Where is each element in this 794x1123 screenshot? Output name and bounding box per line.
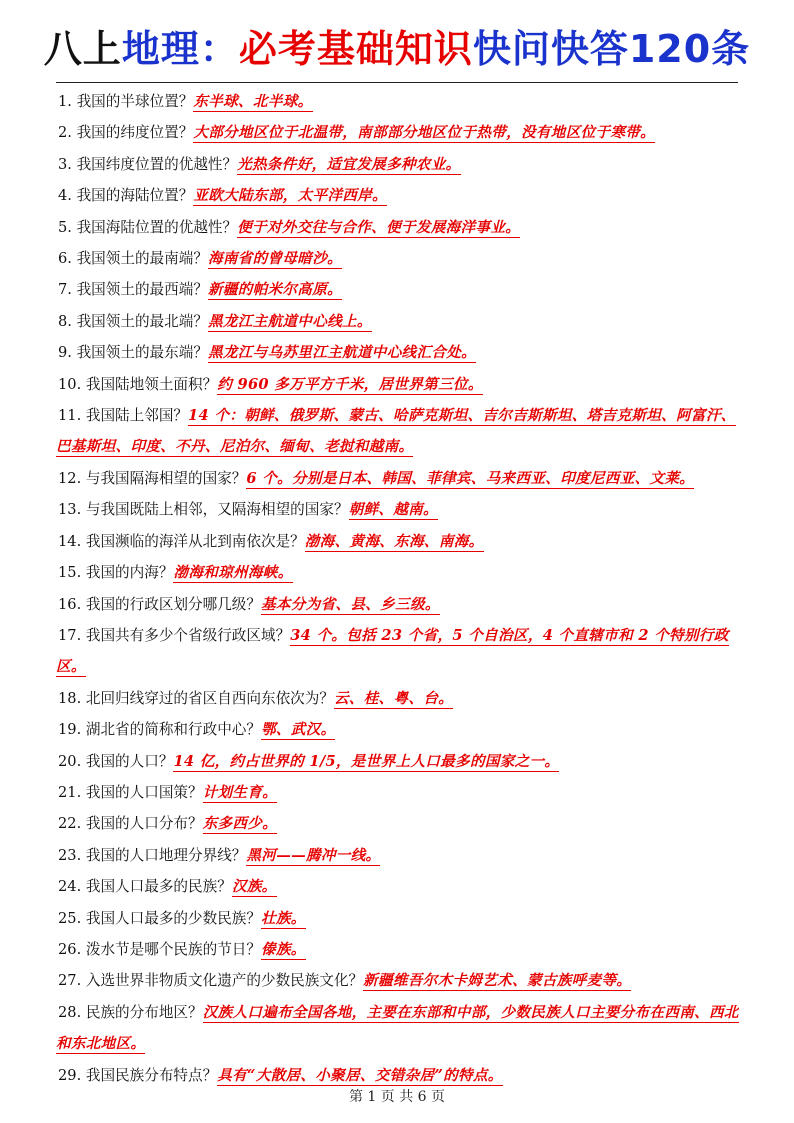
qa-question: 我国的纬度位置？ [76,124,194,142]
qa-number: 25. [58,909,82,927]
qa-number: 3. [58,155,72,173]
qa-number: 12. [58,469,82,487]
qa-number: 18. [58,689,82,707]
page-title [0,24,794,74]
qa-number: 6. [58,250,72,268]
qa-question: 我国的半球位置？ [76,93,194,110]
qa-answer: 新疆的帕米尔高原。 [207,281,342,299]
qa-answer: 渤海、黄海、东海、南海。 [304,532,484,550]
qa-item [56,526,739,557]
qa-question: 我国的内海？ [85,564,174,582]
qa-number: 2. [58,124,72,142]
qa-item [56,212,739,243]
title-part-grade: 八上 [43,27,122,71]
qa-answer: 渤海和琼州海峡。 [173,564,293,582]
qa-answer: 14 亿，约占世界的 1/5，是世界上人口最多的国家之一。 [173,752,560,770]
qa-item [56,777,739,808]
qa-item [56,306,739,337]
qa-answer: 汉族。 [231,878,277,896]
qa-question: 我国纬度位置的优越性？ [76,155,238,173]
qa-number: 24. [58,878,82,896]
qa-number: 13. [58,501,82,519]
qa-answer: 便于对外交往与合作、便于发展海洋事业。 [237,218,521,236]
qa-list [56,86,739,1091]
qa-answer: 云、桂、粤、台。 [333,689,454,707]
qa-item [56,903,739,934]
qa-question: 我国的海陆位置？ [76,187,194,205]
qa-answer: 朝鲜、越南。 [348,501,438,519]
qa-number: 15. [58,564,82,582]
qa-item [56,997,739,1060]
qa-question: 我国民族分布特点？ [85,1066,218,1084]
title-divider [56,82,738,83]
qa-item [56,149,739,180]
qa-answer: 壮族。 [261,909,306,927]
qa-number: 7. [58,281,72,299]
qa-item [56,337,739,368]
qa-question: 我国领土的最北端？ [76,312,208,330]
qa-number: 27. [58,972,82,990]
qa-question: 我国的人口？ [85,752,174,770]
qa-question: 我国人口最多的民族？ [85,878,232,896]
qa-item [56,86,739,117]
qa-answer: 计划生育。 [202,783,278,801]
qa-number: 29. [58,1066,82,1084]
qa-number: 11. [58,407,82,425]
qa-number: 26. [58,940,82,958]
qa-item [56,117,739,148]
qa-number: 22. [58,815,82,833]
qa-question: 我国濒临的海洋从北到南依次是？ [85,532,305,550]
qa-answer: 新疆维吾尔木卡姆艺术、蒙古族呼麦等。 [363,972,632,990]
qa-number: 23. [58,846,82,864]
qa-question: 与我国隔海相望的国家？ [85,469,247,487]
qa-question: 我国陆上邻国？ [85,407,189,425]
qa-answer: 鄂、武汉。 [261,721,336,739]
qa-question: 民族的分布地区？ [85,1003,203,1021]
qa-question: 泼水节是哪个民族的节日？ [85,940,261,958]
title-part-topic: 必考基础知识 [238,27,473,71]
qa-answer: 亚欧大陆东部，太平洋西岸。 [193,187,387,205]
qa-answer: 东多西少。 [202,815,278,833]
qa-answer: 黑河——腾冲一线。 [246,846,381,864]
qa-item [56,965,739,996]
qa-answer: 汉族人口遍布全国各地，主要在东部和中部，少数民族人口主要分布在西南、西北和东北地区。 [56,1003,739,1053]
qa-number: 20. [58,752,82,770]
qa-item [56,683,739,714]
qa-answer: 14 个：朝鲜、俄罗斯、蒙古、哈萨克斯坦、吉尔吉斯斯坦、塔吉克斯坦、阿富汗、巴基斯坦、印度、不丹、尼泊尔、缅甸、老挝和越南。 [56,407,736,456]
qa-number: 28. [58,1003,82,1021]
qa-item [56,714,739,745]
qa-item [56,400,739,463]
qa-number: 8. [58,312,72,330]
qa-answer: 大部分地区位于北温带，南部部分地区位于热带，没有地区位于寒带。 [193,124,656,142]
qa-question: 我国的人口分布？ [85,815,203,833]
qa-item [56,243,739,274]
qa-item [56,274,739,305]
qa-question: 我国共有多少个省级行政区域？ [85,626,291,644]
qa-answer: 海南省的曾母暗沙。 [207,250,342,268]
qa-answer: 黑龙江主航道中心线上。 [207,312,372,330]
qa-item [56,746,739,777]
qa-question: 我国领土的最西端？ [76,281,208,299]
qa-item [56,557,739,588]
qa-question: 我国陆地领土面积？ [85,375,218,393]
qa-item [56,463,739,494]
qa-item [56,494,739,525]
qa-number: 10. [58,375,82,393]
title-part-subject: 地理： [121,27,239,71]
qa-answer: 具有“大散居、小聚居、交错杂居”的特点。 [217,1066,503,1084]
qa-answer: 傣族。 [261,940,306,958]
qa-item [56,808,739,839]
qa-question: 我国人口最多的少数民族？ [85,909,261,927]
qa-answer: 34 个。包括 23 个省，5 个自治区，4 个直辖市和 2 个特别行政区。 [56,626,729,676]
qa-number: 4. [58,187,72,205]
qa-item [56,620,739,683]
title-part-count: 120条 [628,27,751,71]
qa-number: 17. [58,626,82,644]
qa-item [56,180,739,211]
qa-question: 与我国既陆上相邻，又隔海相望的国家？ [85,501,349,519]
qa-question: 我国领土的最东端？ [76,344,208,362]
qa-number: 16. [58,595,82,613]
qa-number: 9. [58,344,72,362]
qa-question: 我国领土的最南端？ [76,250,208,268]
qa-number: 1. [58,93,72,110]
qa-question: 北回归线穿过的省区自西向东依次为？ [85,689,334,707]
qa-number: 14. [58,532,82,550]
qa-question: 我国的行政区划分哪几级？ [85,595,261,613]
qa-answer: 光热条件好，适宜发展多种农业。 [237,155,461,173]
page-footer: 第 1 页 共 6 页 [348,1089,446,1105]
qa-answer: 6 个。分别是日本、韩国、菲律宾、马来西亚、印度尼西亚、文莱。 [246,469,695,487]
qa-item [56,871,739,902]
qa-answer: 基本分为省、县、乡三级。 [261,595,440,613]
qa-item [56,369,739,400]
qa-answer: 约 960 多万平方千米，居世界第三位。 [217,375,483,393]
qa-number: 19. [58,721,82,739]
qa-answer: 东半球、北半球。 [193,93,313,110]
qa-answer: 黑龙江与乌苏里江主航道中心线汇合处。 [207,344,477,362]
qa-question: 湖北省的简称和行政中心？ [85,721,261,739]
qa-number: 21. [58,783,82,801]
qa-question: 入选世界非物质文化遗产的少数民族文化？ [85,972,364,990]
qa-item [56,589,739,620]
qa-number: 5. [58,218,72,236]
qa-question: 我国的人口地理分界线？ [85,846,247,864]
title-part-format: 快问快答 [472,27,629,71]
qa-item [56,840,739,871]
qa-question: 我国的人口国策？ [85,783,203,801]
qa-question: 我国海陆位置的优越性？ [76,218,238,236]
qa-item [56,934,739,965]
